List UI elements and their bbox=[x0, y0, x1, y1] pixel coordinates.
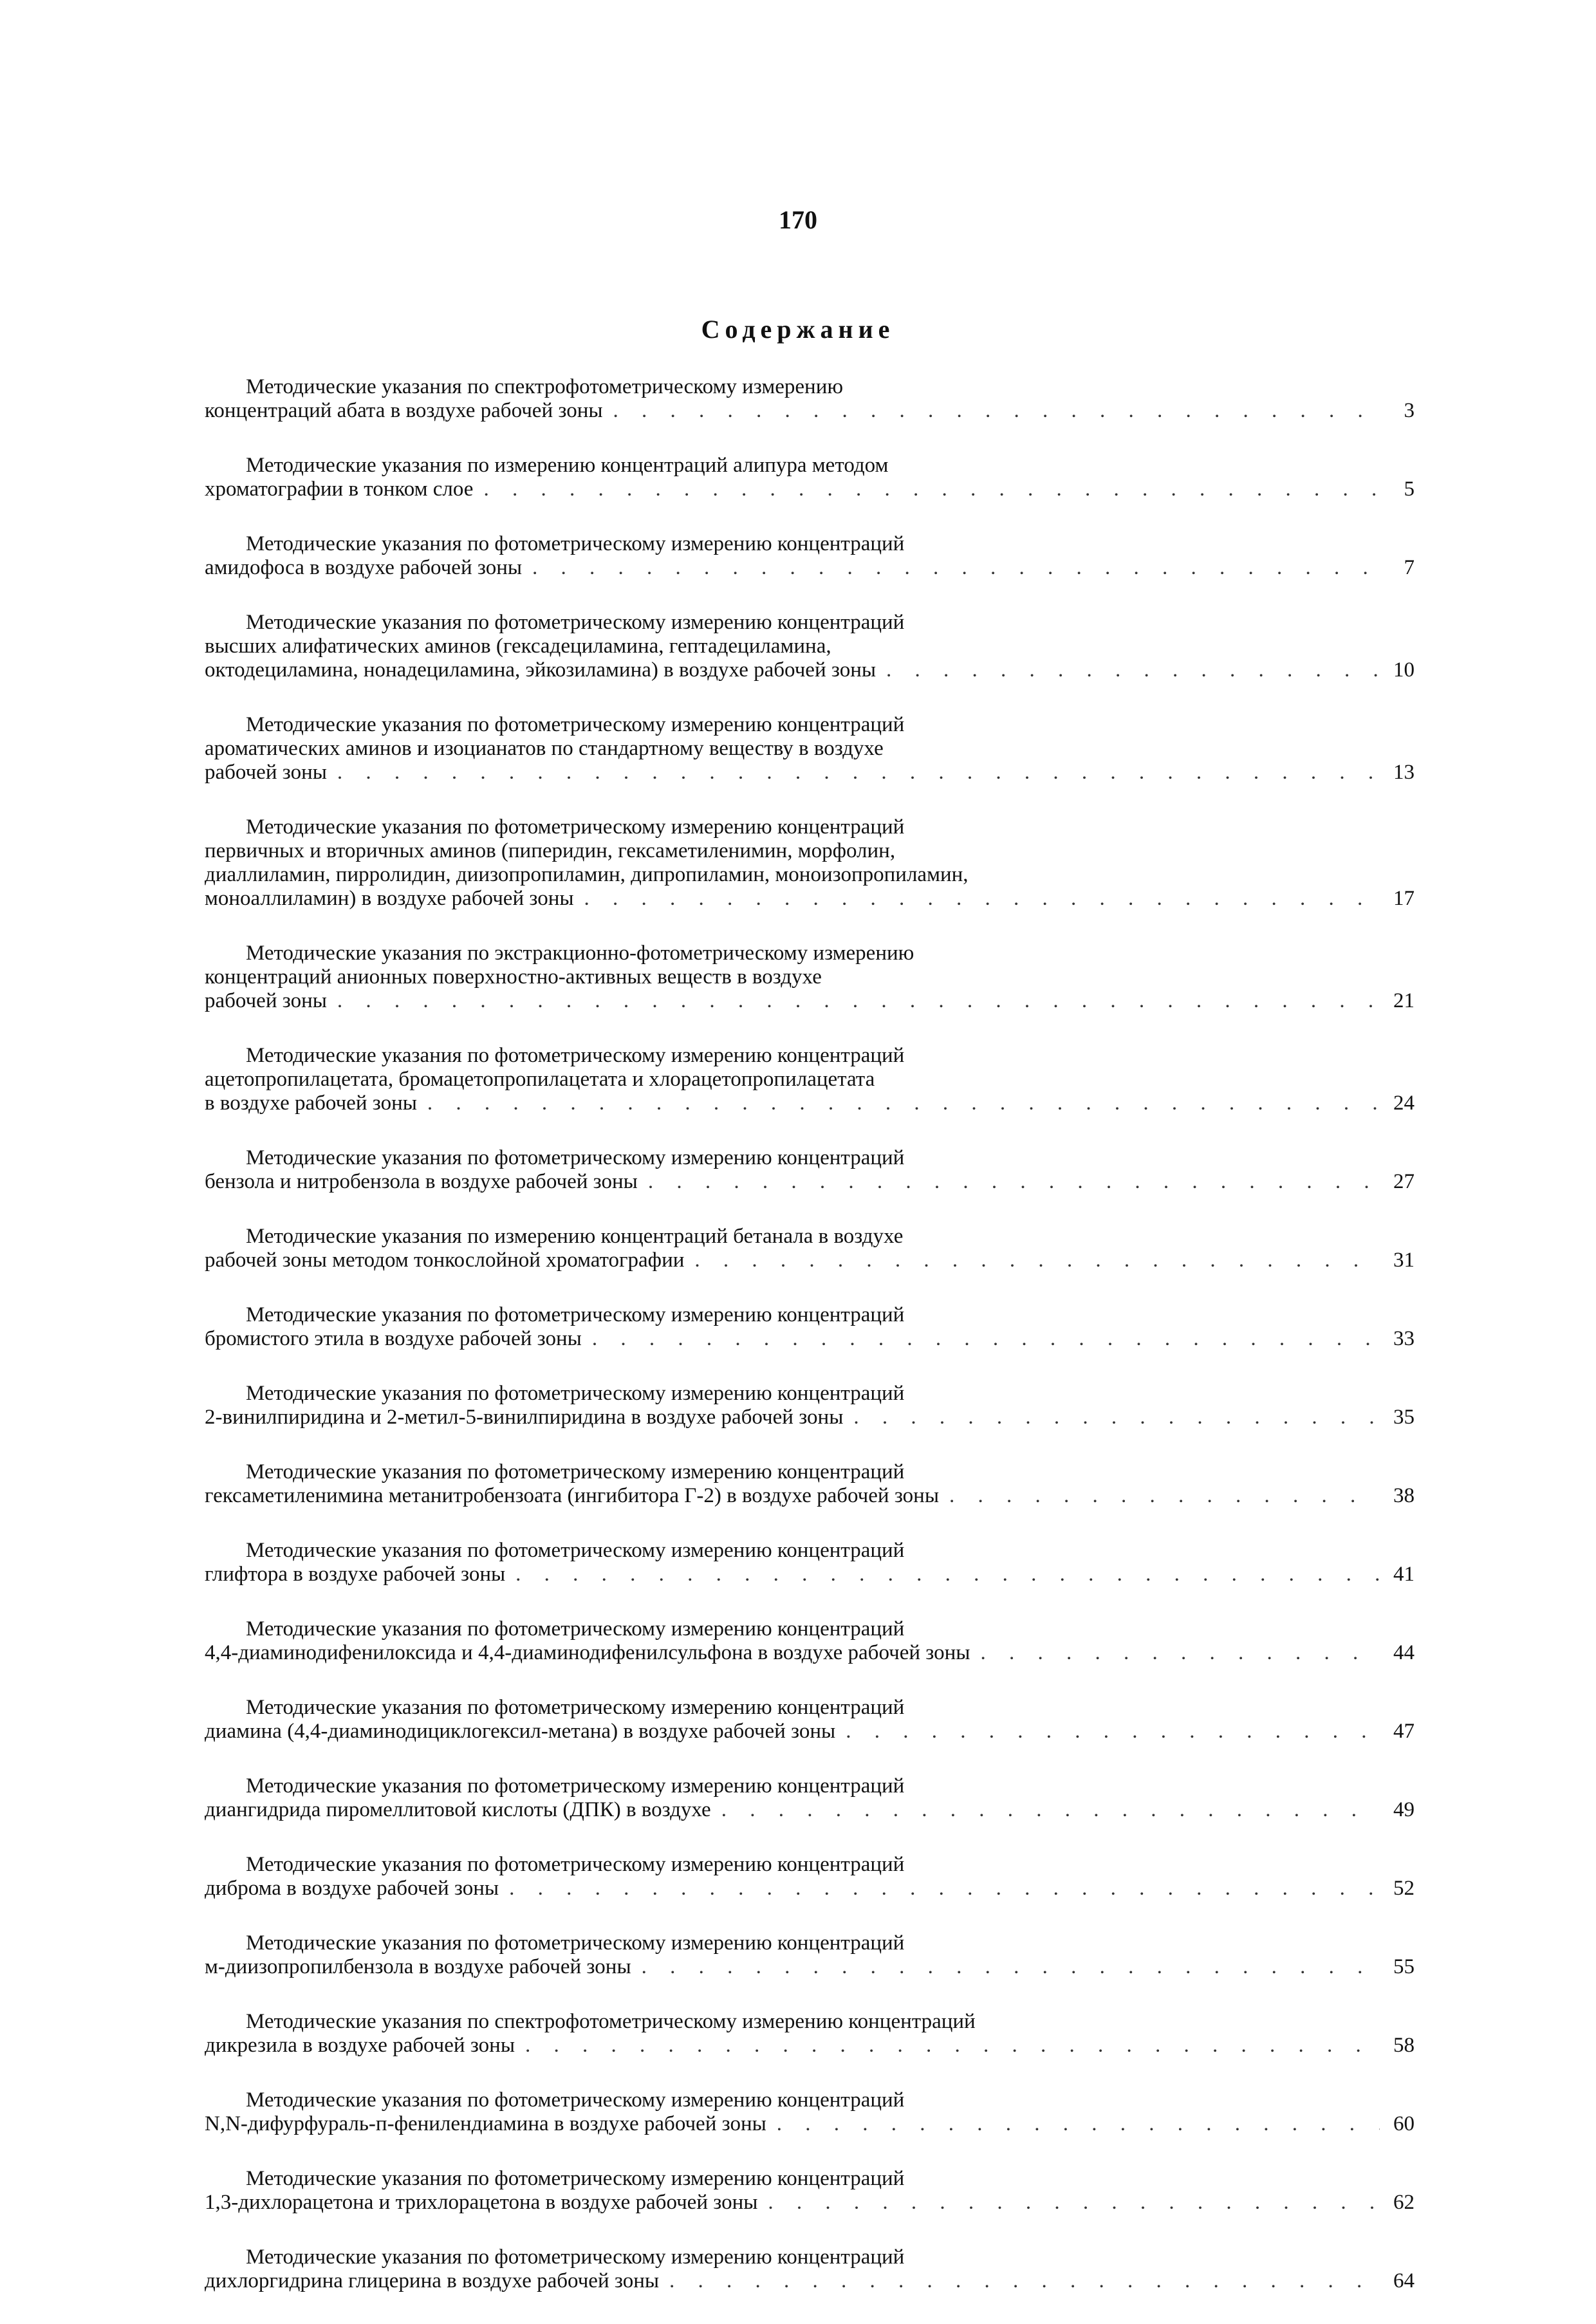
toc-entry-line bbox=[205, 863, 1415, 887]
toc-entry-last-line bbox=[205, 1641, 1415, 1665]
toc-entry-text: диамина (4,4-диаминодициклогексил-метана) в воздухе рабочей зоны bbox=[205, 1720, 836, 1743]
toc-entry-text: концентраций абата в воздухе рабочей зоны bbox=[205, 399, 603, 422]
toc-entry-text: рабочей зоны bbox=[205, 761, 327, 784]
toc-entry bbox=[205, 1382, 1415, 1429]
toc-page-number: 3 bbox=[1404, 399, 1415, 422]
toc-page-number: 60 bbox=[1393, 2112, 1415, 2135]
toc-entry-text: Методические указания по фотометрическому измерению концентраций bbox=[246, 532, 905, 555]
toc-entry-last-line bbox=[205, 2034, 1415, 2058]
toc-page-number: 58 bbox=[1393, 2034, 1415, 2057]
dot-leader bbox=[711, 1798, 1380, 1822]
toc-entry bbox=[205, 2010, 1415, 2058]
toc-entry-text: хроматографии в тонком слое bbox=[205, 478, 474, 501]
toc-entry-line bbox=[205, 1303, 1415, 1327]
dot-leader bbox=[843, 1406, 1380, 1429]
toc-entry-text: Методические указания по фотометрическому измерению концентраций bbox=[246, 1382, 905, 1405]
toc-page-number: 21 bbox=[1393, 989, 1415, 1012]
toc-entry-line bbox=[205, 1853, 1415, 1877]
dot-leader bbox=[522, 556, 1380, 580]
toc-entry bbox=[205, 815, 1415, 911]
toc-entry-text: 1,3-дихлорацетона и трихлорацетона в воздухе рабочей зоны bbox=[205, 2191, 758, 2214]
dot-leader bbox=[515, 2034, 1380, 2058]
toc-entry-line bbox=[205, 1539, 1415, 1563]
toc-entry bbox=[205, 1696, 1415, 1743]
toc-entry-last-line bbox=[205, 399, 1415, 423]
toc-entry-line bbox=[205, 1931, 1415, 1955]
dot-leader bbox=[505, 1563, 1380, 1586]
toc-entry-last-line bbox=[205, 2191, 1415, 2215]
toc-entry bbox=[205, 1303, 1415, 1351]
toc-entry-last-line bbox=[205, 1327, 1415, 1351]
toc-entry-line bbox=[205, 1146, 1415, 1170]
toc-entry bbox=[205, 2088, 1415, 2136]
toc-entry bbox=[205, 713, 1415, 785]
toc-page-number: 52 bbox=[1393, 1877, 1415, 1900]
toc-entry-last-line bbox=[205, 989, 1415, 1013]
dot-leader bbox=[574, 887, 1380, 911]
dot-leader bbox=[603, 399, 1380, 423]
toc-page-number: 5 bbox=[1404, 478, 1415, 501]
toc-entry-line bbox=[205, 1068, 1415, 1092]
toc-entry-text: Методические указания по фотометрическому измерению концентраций bbox=[246, 1539, 905, 1562]
toc-entry-line bbox=[205, 2167, 1415, 2191]
toc-entry-text: 4,4-диаминодифенилоксида и 4,4-диаминодифенилсульфона в воздухе рабочей зоны bbox=[205, 1641, 970, 1664]
dot-leader bbox=[659, 2269, 1380, 2293]
toc-page-number: 24 bbox=[1393, 1092, 1415, 1115]
toc-entry-text: Методические указания по фотометрическому измерению концентраций bbox=[246, 1146, 905, 1169]
toc-entry-line bbox=[205, 1774, 1415, 1798]
toc-entry-text: N,N-дифурфураль-п-фенилендиамина в воздухе рабочей зоны bbox=[205, 2112, 766, 2135]
toc-entry-line bbox=[205, 942, 1415, 965]
toc-page-number: 10 bbox=[1393, 658, 1415, 682]
toc-entry-last-line bbox=[205, 761, 1415, 785]
toc-entry-last-line bbox=[205, 1720, 1415, 1743]
toc-entry-text: ацетопропилацетата, бромацетопропилацетата и хлорацетопропилацетата bbox=[205, 1068, 875, 1091]
toc-entry-last-line bbox=[205, 1406, 1415, 1429]
toc-entry-line bbox=[205, 839, 1415, 863]
dot-leader bbox=[970, 1641, 1380, 1665]
toc-entry-line bbox=[205, 815, 1415, 839]
toc-page-number: 64 bbox=[1393, 2269, 1415, 2292]
toc-entry-text: ароматических аминов и изоцианатов по стандартному веществу в воздухе bbox=[205, 737, 884, 760]
dot-leader bbox=[417, 1092, 1380, 1115]
toc-entry-text: Методические указания по фотометрическому измерению концентраций bbox=[246, 1617, 905, 1641]
toc-entry-text: бромистого этила в воздухе рабочей зоны bbox=[205, 1327, 582, 1350]
dot-leader bbox=[582, 1327, 1380, 1351]
toc-entry-text: диаллиламин, пирролидин, диизопропиламин, дипропиламин, моноизопропиламин, bbox=[205, 863, 969, 886]
toc-entry bbox=[205, 1225, 1415, 1272]
toc-entry-last-line bbox=[205, 887, 1415, 911]
toc-entry-text: Методические указания по спектрофотометрическому измерению концентраций bbox=[246, 2010, 976, 2033]
toc-page-number: 41 bbox=[1393, 1563, 1415, 1586]
toc-entry-line bbox=[205, 1460, 1415, 1484]
dot-leader bbox=[499, 1877, 1380, 1901]
toc-page-number: 33 bbox=[1393, 1327, 1415, 1350]
toc-entry-last-line bbox=[205, 1484, 1415, 1508]
dot-leader bbox=[876, 658, 1380, 682]
toc-entry bbox=[205, 1460, 1415, 1508]
dot-leader bbox=[327, 761, 1380, 785]
toc-entry-text: моноаллиламин) в воздухе рабочей зоны bbox=[205, 887, 574, 910]
toc-entry-text: рабочей зоны bbox=[205, 989, 327, 1012]
toc-entry-line bbox=[205, 1225, 1415, 1249]
toc-entry-text: Методические указания по фотометрическому измерению концентраций bbox=[246, 1044, 905, 1067]
toc-page-number: 7 bbox=[1404, 556, 1415, 579]
toc-entry-line bbox=[205, 375, 1415, 399]
toc-entry-text: первичных и вторичных аминов (пиперидин, гексаметиленимин, морфолин, bbox=[205, 839, 896, 862]
toc-entry-text: диброма в воздухе рабочей зоны bbox=[205, 1877, 499, 1900]
toc-entry-text: Методические указания по фотометрическому измерению концентраций bbox=[246, 713, 905, 736]
toc-entry-last-line bbox=[205, 2112, 1415, 2136]
toc-entry-last-line bbox=[205, 658, 1415, 682]
toc-entry-text: Методические указания по фотометрическому измерению концентраций bbox=[246, 1303, 905, 1326]
toc-entry-line bbox=[205, 965, 1415, 989]
toc-entry-last-line bbox=[205, 478, 1415, 501]
toc-entry-text: Методические указания по фотометрическому измерению концентраций bbox=[246, 1774, 905, 1798]
toc-entry-last-line bbox=[205, 1877, 1415, 1901]
toc-page-number: 38 bbox=[1393, 1484, 1415, 1507]
toc-entry bbox=[205, 1617, 1415, 1665]
toc-entry-text: амидофоса в воздухе рабочей зоны bbox=[205, 556, 523, 579]
toc-entry bbox=[205, 532, 1415, 580]
table-of-contents bbox=[205, 375, 1415, 2324]
toc-entry-text: Методические указания по фотометрическому измерению концентраций bbox=[246, 2088, 905, 2112]
toc-entry bbox=[205, 1931, 1415, 1979]
toc-entry-text: Методические указания по измерению концентраций бетанала в воздухе bbox=[246, 1225, 904, 1248]
dot-leader bbox=[835, 1720, 1380, 1743]
toc-page-number: 35 bbox=[1393, 1406, 1415, 1429]
toc-entry-text: Методические указания по измерению концентраций алипура методом bbox=[246, 454, 889, 477]
toc-entry-text: дихлоргидрина глицерина в воздухе рабочей зоны bbox=[205, 2269, 660, 2292]
toc-entry-text: дикрезила в воздухе рабочей зоны bbox=[205, 2034, 515, 2057]
dot-leader bbox=[766, 2112, 1380, 2136]
toc-entry-last-line bbox=[205, 1249, 1415, 1272]
toc-entry bbox=[205, 454, 1415, 501]
toc-entry-text: Методические указания по фотометрическому измерению концентраций bbox=[246, 815, 905, 839]
toc-entry-text: бензола и нитробензола в воздухе рабочей зоны bbox=[205, 1170, 638, 1193]
toc-page-number: 17 bbox=[1393, 887, 1415, 910]
toc-entry-last-line bbox=[205, 1563, 1415, 1586]
dot-leader bbox=[757, 2191, 1380, 2215]
dot-leader bbox=[327, 989, 1380, 1013]
toc-entry-text: 2-винилпиридина и 2-метил-5-винилпиридина в воздухе рабочей зоны bbox=[205, 1406, 844, 1429]
toc-entry-line bbox=[205, 1044, 1415, 1068]
toc-entry bbox=[205, 1146, 1415, 1194]
toc-entry-text: Методические указания по фотометрическому измерению концентраций bbox=[246, 611, 905, 634]
toc-entry-line bbox=[205, 611, 1415, 635]
toc-entry-line bbox=[205, 1617, 1415, 1641]
dot-leader bbox=[638, 1170, 1380, 1194]
toc-page-number: 55 bbox=[1393, 1955, 1415, 1978]
toc-entry-last-line bbox=[205, 1170, 1415, 1194]
dot-leader bbox=[473, 478, 1380, 501]
toc-entry-line bbox=[205, 2010, 1415, 2034]
toc-entry-text: Методические указания по фотометрическому измерению концентраций bbox=[246, 1853, 905, 1876]
toc-entry-text: Методические указания по фотометрическому измерению концентраций bbox=[246, 2167, 905, 2190]
toc-entry bbox=[205, 611, 1415, 682]
toc-entry-line bbox=[205, 1696, 1415, 1720]
dot-leader bbox=[939, 1484, 1380, 1508]
toc-entry-text: октодециламина, нонадециламина, эйкозиламина) в воздухе рабочей зоны bbox=[205, 658, 877, 682]
toc-entry-line bbox=[205, 635, 1415, 658]
toc-entry-text: Методические указания по фотометрическому измерению концентраций bbox=[246, 1460, 905, 1483]
toc-entry-line bbox=[205, 454, 1415, 478]
toc-entry bbox=[205, 1044, 1415, 1115]
toc-entry-text: Методические указания по экстракционно-фотометрическому измерению bbox=[246, 942, 914, 965]
toc-entry-text: Методические указания по фотометрическому измерению концентраций bbox=[246, 1931, 905, 1955]
toc-entry-text: Методические указания по спектрофотометрическому измерению bbox=[246, 375, 844, 398]
toc-entry bbox=[205, 2167, 1415, 2215]
toc-entry-line bbox=[205, 2088, 1415, 2112]
toc-entry bbox=[205, 1539, 1415, 1586]
toc-entry-text: гексаметиленимина метанитробензоата (ингибитора Г-2) в воздухе рабочей зоны bbox=[205, 1484, 940, 1507]
toc-entry-last-line bbox=[205, 556, 1415, 580]
toc-page-number: 44 bbox=[1393, 1641, 1415, 1664]
toc-page-number: 27 bbox=[1393, 1170, 1415, 1193]
dot-leader bbox=[684, 1249, 1380, 1272]
toc-entry bbox=[205, 2245, 1415, 2293]
toc-entry-last-line bbox=[205, 1092, 1415, 1115]
toc-entry-last-line bbox=[205, 1798, 1415, 1822]
toc-page-number: 62 bbox=[1393, 2191, 1415, 2214]
toc-entry-line bbox=[205, 737, 1415, 761]
page-number: 170 bbox=[779, 205, 817, 234]
toc-page-number: 47 bbox=[1393, 1720, 1415, 1743]
toc-page-number: 31 bbox=[1393, 1249, 1415, 1272]
toc-entry-text: м-диизопропилбензола в воздухе рабочей зоны bbox=[205, 1955, 631, 1978]
toc-page-number: 13 bbox=[1393, 761, 1415, 784]
toc-entry-last-line bbox=[205, 1955, 1415, 1979]
toc-entry-text: глифтора в воздухе рабочей зоны bbox=[205, 1563, 506, 1586]
toc-entry-last-line bbox=[205, 2269, 1415, 2293]
toc-entry-text: Методические указания по фотометрическому измерению концентраций bbox=[246, 2245, 905, 2269]
toc-entry-line bbox=[205, 713, 1415, 737]
toc-entry-text: диангидрида пиромеллитовой кислоты (ДПК) в воздухе bbox=[205, 1798, 711, 1821]
dot-leader bbox=[631, 1955, 1380, 1979]
toc-entry-text: рабочей зоны методом тонкослойной хроматографии bbox=[205, 1249, 685, 1272]
toc-title: Содержание bbox=[701, 315, 895, 344]
toc-entry bbox=[205, 1774, 1415, 1822]
toc-page-number: 49 bbox=[1393, 1798, 1415, 1821]
toc-entry-text: Методические указания по фотометрическому измерению концентраций bbox=[246, 1696, 905, 1719]
toc-entry-text: концентраций анионных поверхностно-активных веществ в воздухе bbox=[205, 965, 822, 989]
toc-entry-line bbox=[205, 1382, 1415, 1406]
toc-entry-line bbox=[205, 532, 1415, 556]
toc-entry bbox=[205, 942, 1415, 1013]
toc-entry-text: высших алифатических аминов (гексадециламина, гептадециламина, bbox=[205, 635, 831, 658]
toc-entry bbox=[205, 375, 1415, 423]
toc-entry bbox=[205, 1853, 1415, 1901]
toc-entry-text: в воздухе рабочей зоны bbox=[205, 1092, 417, 1115]
